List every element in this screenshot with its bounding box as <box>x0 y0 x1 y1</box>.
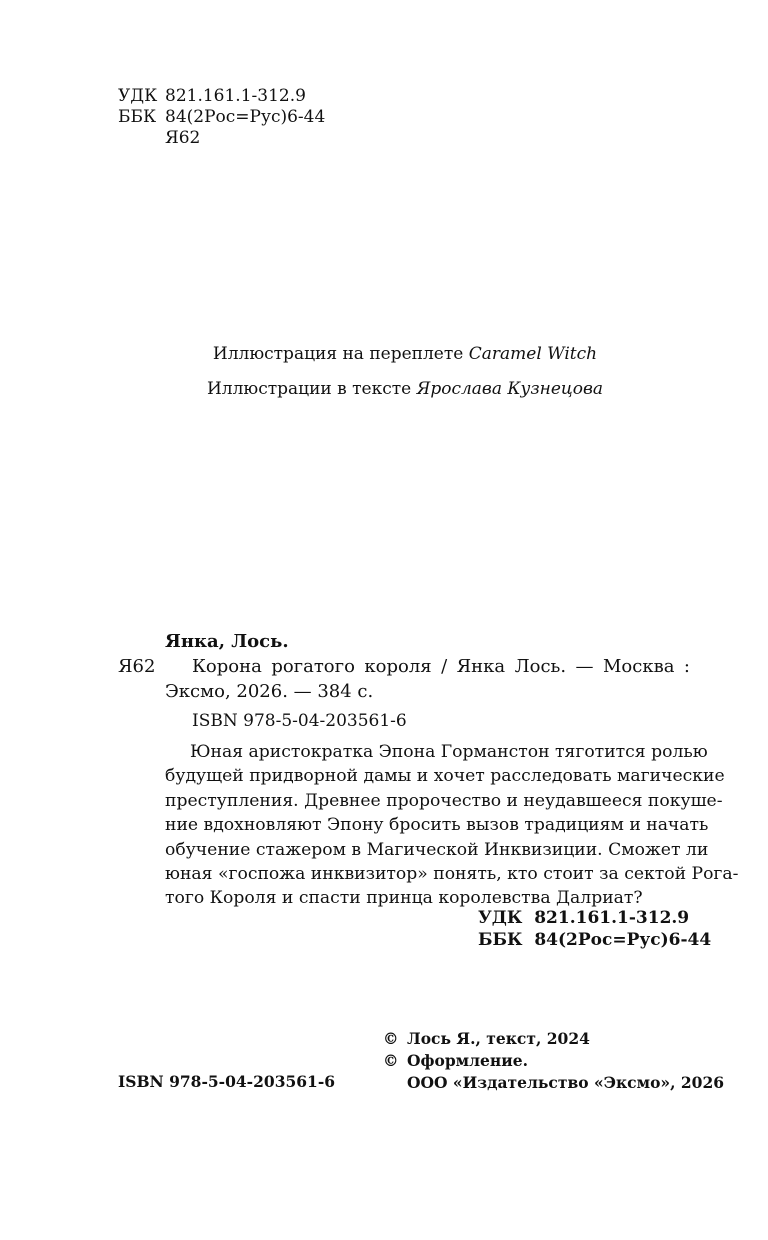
catalog-isbn: ISBN 978-5-04-203561-6 <box>192 711 407 731</box>
udk-row <box>118 86 325 107</box>
annotation-line: ние вдохновляют Эпону бросить вызов традициям и начать <box>165 815 709 836</box>
bbk-label: ББК <box>118 107 157 127</box>
copyright-symbol: © <box>383 1029 399 1048</box>
cover-credit-prefix: Иллюстрация на переплете <box>212 344 469 364</box>
book-annotation <box>165 740 739 911</box>
annotation-line: того Короля и спасти принца королевства Далриат? <box>165 888 643 909</box>
catalog-bbk: ББК 84(2Рос=Рус)6-44 <box>478 930 712 950</box>
catalog-author: Янка, Лось. <box>165 631 289 652</box>
text-illustration-credit <box>0 379 768 399</box>
text-credit-prefix: Иллюстрации в тексте <box>206 379 417 399</box>
copyright-design: Оформление. <box>407 1051 529 1070</box>
bbk-value: 84(2Рос=Рус)6-44 <box>165 107 326 127</box>
udk-value: 821.161.1-312.9 <box>165 86 306 106</box>
cover-artist: Caramel Witch <box>468 344 598 364</box>
catalog-publisher-line: Эксмо, 2026. — 384 с. <box>165 681 374 702</box>
top-classification-codes <box>118 86 325 149</box>
author-mark-row <box>118 128 325 149</box>
catalog-codes <box>478 907 711 951</box>
annotation-line: будущей придворной дамы и хочет расследовать магические <box>165 766 725 787</box>
copyright-text: Лось Я., текст, 2024 <box>407 1029 590 1048</box>
annotation-line: Юная аристократка Эпона Горманстон тяготится ролью <box>190 742 708 762</box>
catalog-title-line: Корона рогатого короля / Янка Лось. — Москва : <box>192 656 690 677</box>
annotation-line: обучение стажером в Магической Инквизиции. Сможет ли <box>165 839 709 860</box>
copyright-publisher: ООО «Издательство «Эксмо», 2026 <box>407 1073 725 1092</box>
isbn-bottom: ISBN 978-5-04-203561-6 <box>118 1072 336 1091</box>
bbk-row <box>118 107 325 128</box>
copyright-symbol: © <box>383 1051 399 1070</box>
annotation-line: преступления. Древнее пророчество и неудавшееся покуше- <box>165 790 723 811</box>
copyright-block <box>383 1028 724 1094</box>
udk-label: УДК <box>118 86 158 106</box>
cover-illustration-credit <box>0 344 768 364</box>
text-artist: Ярослава Кузнецова <box>416 379 604 399</box>
catalog-code: Я62 <box>118 656 156 677</box>
author-mark: Я62 <box>165 128 201 148</box>
catalog-udk: УДК 821.161.1-312.9 <box>478 908 690 928</box>
annotation-line: юная «госпожа инквизитор» понять, кто стоит за сектой Рога- <box>165 864 739 885</box>
